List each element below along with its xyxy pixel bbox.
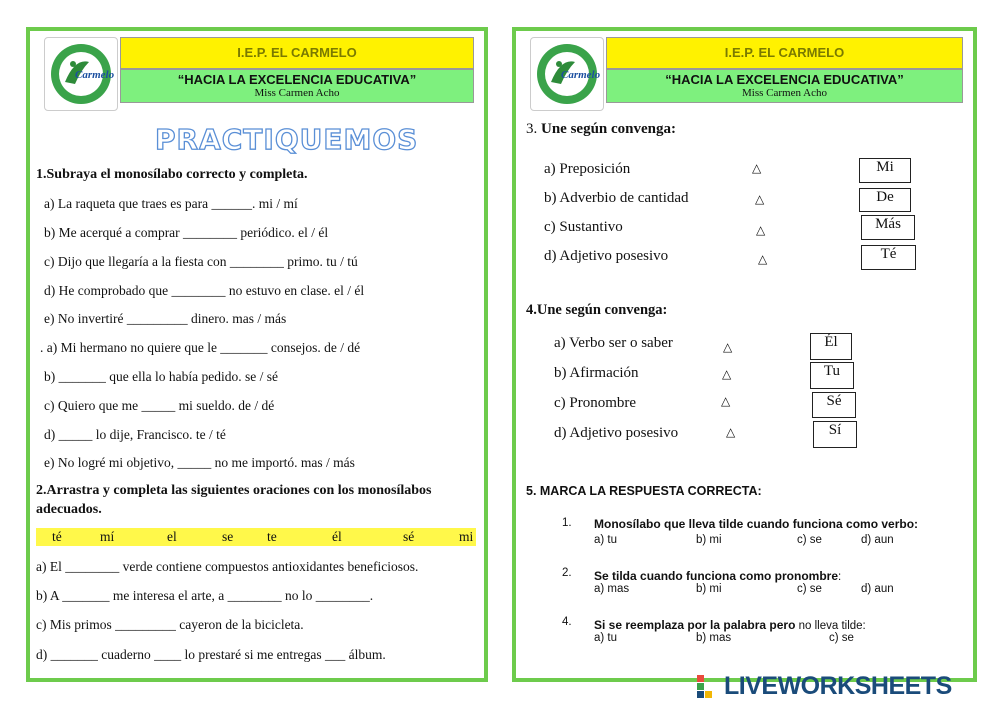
q5-item-number: 2. <box>562 567 572 579</box>
q5-option[interactable]: b) mas <box>696 632 732 644</box>
question-4-title: 4.Une según convenga: <box>526 302 668 318</box>
q4-box-se[interactable]: Sé <box>812 392 856 418</box>
q5-question: Monosílabo que lleva tilde cuando funciona como verbo: <box>594 517 919 531</box>
q5-item-number: 4. <box>562 616 572 628</box>
q4-box-el[interactable]: Él <box>810 333 852 360</box>
q1-item: . a) Mi hermano no quiere que le _______ consejos. de / dé <box>40 340 361 355</box>
svg-text:Carmelo: Carmelo <box>561 69 601 81</box>
q3-box-te[interactable]: Té <box>861 245 916 270</box>
q2-item: a) El ________ verde contiene compuestos antioxidantes beneficiosos. <box>36 559 419 574</box>
word-mi-tilde[interactable]: mí <box>100 529 115 544</box>
school-name: I.E.P. EL CARMELO <box>606 37 963 69</box>
q5-option[interactable]: b) mi <box>696 583 722 595</box>
triangle-icon[interactable]: △ <box>722 367 732 381</box>
q1-item: d) He comprobado que ________ no estuvo en clase. el / él <box>44 283 365 298</box>
q5-option[interactable]: c) se <box>829 632 854 644</box>
q4-label-d: d) Adjetivo posesivo <box>554 425 679 441</box>
triangle-icon[interactable]: △ <box>756 223 766 237</box>
q3-box-de[interactable]: De <box>859 188 911 212</box>
page-title: PRACTIQUEMOS <box>155 123 419 156</box>
q5-option[interactable]: a) mas <box>594 583 630 595</box>
triangle-icon[interactable]: △ <box>755 192 765 206</box>
word-te[interactable]: te <box>267 529 277 544</box>
school-logo <box>44 37 118 111</box>
q5-option[interactable]: b) mi <box>696 534 722 546</box>
school-name: I.E.P. EL CARMELO <box>120 37 474 69</box>
question-2-title: 2.Arrastra y completa las siguientes oraciones con los monosílabos <box>36 483 432 498</box>
question-5-title: 5. MARCA LA RESPUESTA CORRECTA: <box>526 484 762 498</box>
q2-item: b) A _______ me interesa el arte, a ________ no lo ________. <box>36 588 374 603</box>
q4-label-b: b) Afirmación <box>554 365 639 381</box>
q5-question: Se tilda cuando funciona como pronombre: <box>594 569 842 583</box>
q4-box-tu[interactable]: Tu <box>810 362 854 389</box>
q3-label-d: d) Adjetivo posesivo <box>544 248 669 264</box>
worksheet-page-right <box>512 27 977 682</box>
q4-label-a: a) Verbo ser o saber <box>554 335 673 351</box>
q5-option[interactable]: c) se <box>797 534 822 546</box>
q5-option[interactable]: d) aun <box>861 534 894 546</box>
triangle-icon[interactable]: △ <box>752 161 762 175</box>
question-2-title-cont: adecuados. <box>36 502 102 517</box>
triangle-icon[interactable]: △ <box>758 252 768 266</box>
q1-item: c) Quiero que me _____ mi sueldo. de / dé <box>44 398 275 413</box>
q4-box-si[interactable]: Sí <box>813 421 857 448</box>
q2-item: c) Mis primos _________ cayeron de la bicicleta. <box>36 617 304 632</box>
q1-item: b) _______ que ella lo había pedido. se / sé <box>44 369 278 384</box>
q5-option[interactable]: c) se <box>797 583 822 595</box>
q1-item: c) Dijo que llegaría a la fiesta con ________ primo. tu / tú <box>44 254 358 269</box>
school-logo <box>530 37 604 111</box>
triangle-icon[interactable]: △ <box>721 394 731 408</box>
liveworksheets-logo-icon <box>697 675 723 699</box>
word-te-tilde[interactable]: té <box>52 529 62 544</box>
q1-item: e) No logré mi objetivo, _____ no me importó. mas / más <box>44 455 355 470</box>
q4-label-c: c) Pronombre <box>554 395 637 411</box>
word-bank <box>36 528 476 546</box>
question-3-title: 3. Une según convenga: <box>526 121 677 137</box>
worksheet-page-left <box>26 27 488 682</box>
word-el-tilde[interactable]: él <box>332 529 342 544</box>
q1-item: b) Me acerqué a comprar ________ periódico. el / él <box>44 225 329 240</box>
school-motto: “HACIA LA EXCELENCIA EDUCATIVA” <box>665 72 904 87</box>
triangle-icon[interactable]: △ <box>726 425 736 439</box>
triangle-icon[interactable]: △ <box>723 340 733 354</box>
q1-item: d) _____ lo dije, Francisco. te / té <box>44 427 226 442</box>
teacher-name: Miss Carmen Acho <box>254 87 340 99</box>
q3-label-a: a) Preposición <box>544 161 631 177</box>
q3-box-mi[interactable]: Mi <box>859 158 911 183</box>
svg-text:Carmelo: Carmelo <box>75 69 115 81</box>
q3-label-b: b) Adverbio de cantidad <box>544 190 689 206</box>
q5-option[interactable]: d) aun <box>861 583 894 595</box>
school-motto-box <box>606 69 963 103</box>
q3-label-c: c) Sustantivo <box>544 219 623 235</box>
word-se[interactable]: se <box>222 529 234 544</box>
q1-item: e) No invertiré _________ dinero. mas / más <box>44 311 287 326</box>
word-el[interactable]: el <box>167 529 177 544</box>
school-motto-box <box>120 69 474 103</box>
word-mi[interactable]: mi <box>459 529 474 544</box>
q2-item: d) _______ cuaderno ____ lo prestaré si me entregas ___ álbum. <box>36 647 386 662</box>
q5-option[interactable]: a) tu <box>594 632 618 644</box>
teacher-name: Miss Carmen Acho <box>742 87 827 99</box>
question-1-title: 1.Subraya el monosílabo correcto y completa. <box>36 167 308 182</box>
word-se-tilde[interactable]: sé <box>403 529 415 544</box>
q5-question: Si se reemplaza por la palabra pero no lleva tilde: <box>594 618 866 632</box>
q1-item: a) La raqueta que traes es para ______. mi / mí <box>44 196 298 211</box>
school-motto: “HACIA LA EXCELENCIA EDUCATIVA” <box>177 72 417 87</box>
liveworksheets-watermark: LIVEWORKSHEETS <box>724 672 952 700</box>
q5-item-number: 1. <box>562 517 572 529</box>
q5-option[interactable]: a) tu <box>594 534 618 546</box>
q3-box-mas[interactable]: Más <box>861 215 915 240</box>
